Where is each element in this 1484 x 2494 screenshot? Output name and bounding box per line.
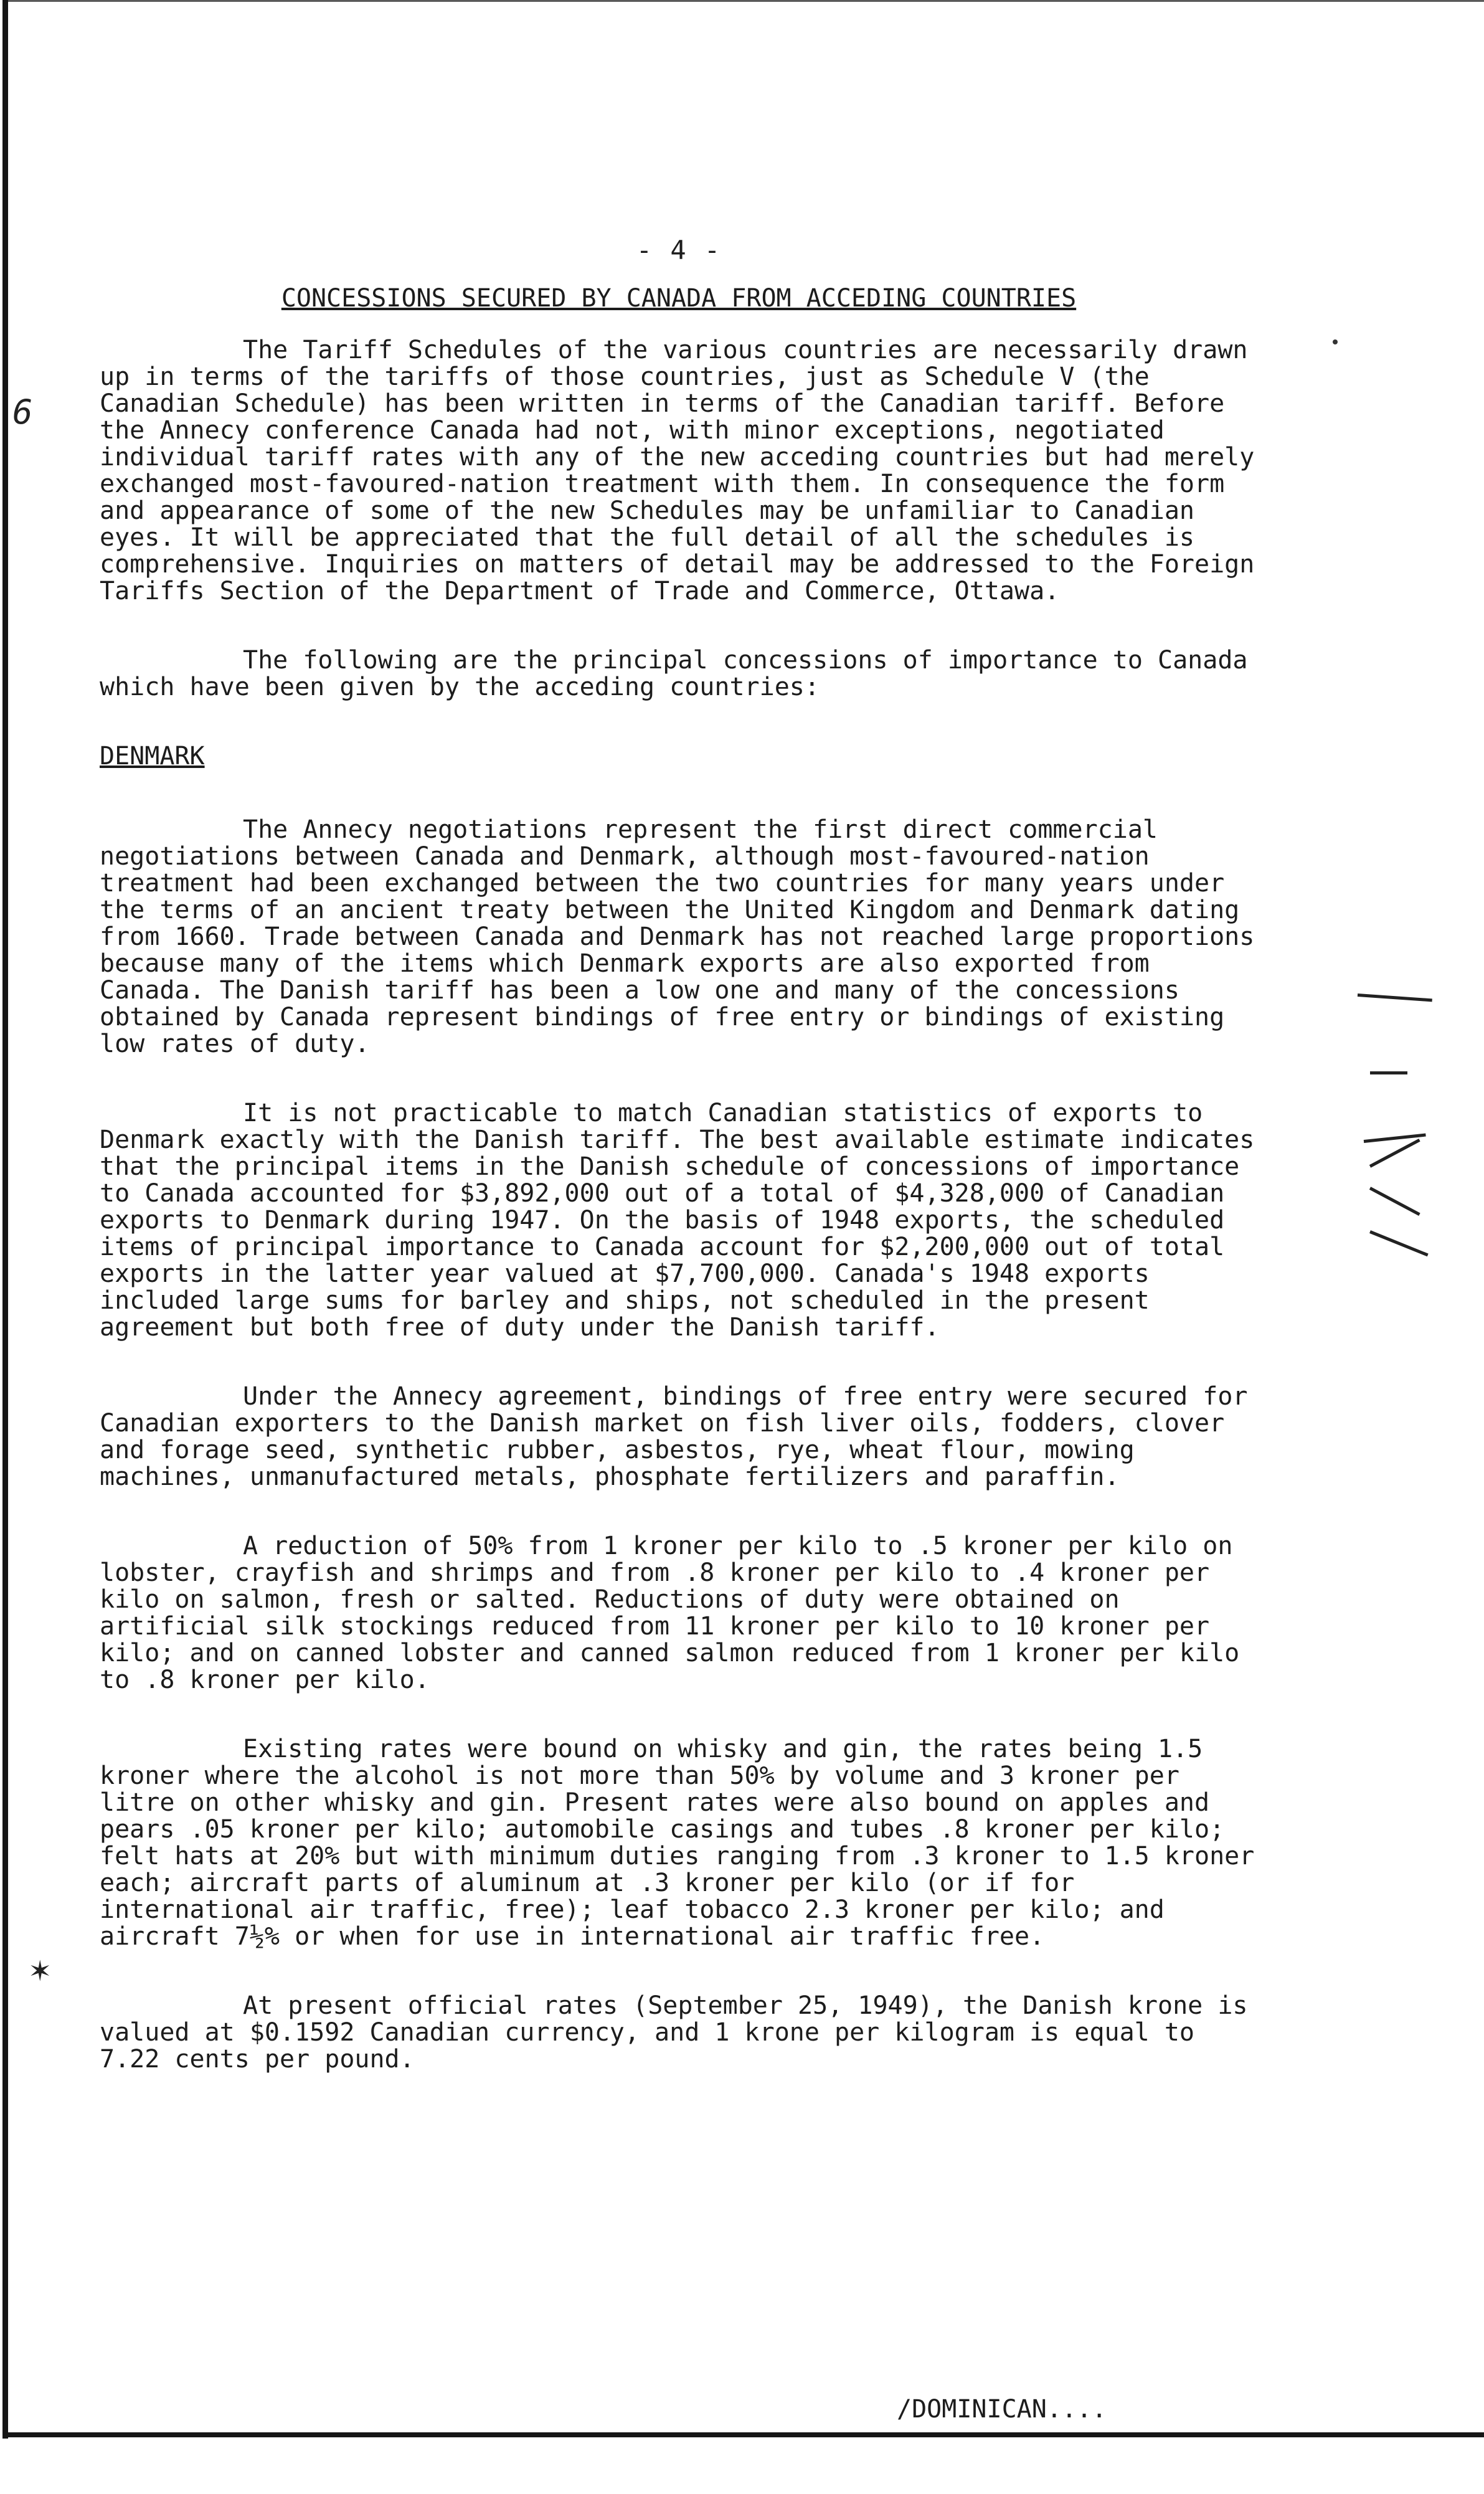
paragraph: It is not practicable to match Canadian statistics of exports to Denmark exactly with the Danish tariff. The best available estimate indicates that the principal items in the Danish schedule of concessions of importance to Canada accounted for $3,892,000 out of a total of $4,328,000 of Canadian exports to Denmark during 1947. On the basis of 1948 exports, the scheduled items of principal importance to Canada account for $2,200,000 out of total exports in the latter year valued at $7,700,000. Canada's 1948 exports included large sums for barley and ships, not scheduled in the present agreement but both free of duty under the Danish tariff. (100, 1099, 1255, 1342)
margin-tick (1370, 1071, 1407, 1074)
section-heading-denmark: DENMARK (100, 742, 205, 770)
intro-section (100, 337, 1258, 701)
paragraph: The Annecy negotiations represent the first direct commercial negotiations between Canada and Denmark, although most-favoured-nation treatment had been exchanged between the two countries for many years under the terms of an ancient treaty between the United Kingdom and Denmark dating from 1660. Trade between Canada and Denmark has not reached large proportions because many of the items which Denmark exports are also exported from Canada. The Danish tariff has been a low one and many of the concessions obtained by Canada represent bindings of free entry or bindings of existing low rates of duty. (100, 815, 1255, 1058)
paragraph: A reduction of 50% from 1 kroner per kilo to .5 kroner per kilo on lobster, crayfish and shrimps and from .8 kroner per kilo to .4 kroner per kilo on salmon, fresh or salted. Reductions of duty were obtained on artificial silk stockings reduced from 11 kroner per kilo to 10 kroner per kilo; and on canned lobster and canned salmon reduced from 1 kroner per kilo to .8 kroner per kilo. (100, 1532, 1240, 1694)
continuation-marker: /DOMINICAN.... (897, 2395, 1107, 2424)
margin-tick (1369, 1230, 1429, 1256)
margin-dot (1333, 339, 1338, 344)
paragraph: The Tariff Schedules of the various countries are necessarily drawn up in terms of the tariffs of those countries, just as Schedule V (the Canadian Schedule) has been written in terms of the Canadian tariff. Before the Annecy conference Canada had not, with minor exceptions, negotiated individual tariff rates with any of the new acceding countries but had merely exchanged most-favoured-nation treatment with them. In consequence the form and appearance of some of the new Schedules may be unfamiliar to Canadian eyes. It will be appreciated that the full detail of all the schedules is comprehensive. Inquiries on matters of detail may be addressed to the Foreign Tariffs Section of the Department of Trade and Commerce, Ottawa. (100, 336, 1255, 605)
margin-mark-bottom: ✶ (30, 1950, 50, 1989)
margin-tick (1369, 1187, 1420, 1216)
paragraph: At present official rates (September 25, 1949), the Danish krone is valued at $0.1592 Canadian currency, and 1 krone per kilogram is equal to 7.22 cents per pound. (100, 1991, 1248, 2074)
margin-mark-top: 6 (12, 392, 33, 432)
margin-tick (1369, 1139, 1420, 1168)
paragraph: The following are the principal concessions of importance to Canada which have been given by the acceding countries: (100, 646, 1248, 701)
page-frame-left (2, 0, 8, 2439)
margin-tick (1358, 993, 1432, 1002)
document-heading: CONCESSIONS SECURED BY CANADA FROM ACCEDING COUNTRIES (281, 284, 1077, 313)
denmark-section (100, 817, 1258, 2073)
page-frame-top (2, 0, 1484, 2)
page-number: - 4 - (636, 235, 722, 265)
paragraph: Existing rates were bound on whisky and gin, the rates being 1.5 kroner where the alcohol is not more than 50% by volume and 3 kroner per litre on other whisky and gin. Present rates were also bound on apples and pears .05 kroner per kilo; automobile casings and tubes .8 kroner per kilo; felt hats at 20% but with minimum duties ranging from .3 kroner to 1.5 kroner each; aircraft parts of aluminum at .3 kroner per kilo (or if for international air traffic, free); leaf tobacco 2.3 kroner per kilo; and aircraft 7½% or when for use in international air traffic free. (100, 1735, 1255, 1951)
document-page (100, 237, 1258, 2115)
paragraph: Under the Annecy agreement, bindings of free entry were secured for Canadian exporters to the Danish market on fish liver oils, fodders, clover and forage seed, synthetic rubber, asbestos, rye, wheat flour, mowing machines, unmanufactured metals, phosphate fertilizers and paraffin. (100, 1382, 1248, 1491)
page-frame-bottom (2, 2432, 1484, 2437)
